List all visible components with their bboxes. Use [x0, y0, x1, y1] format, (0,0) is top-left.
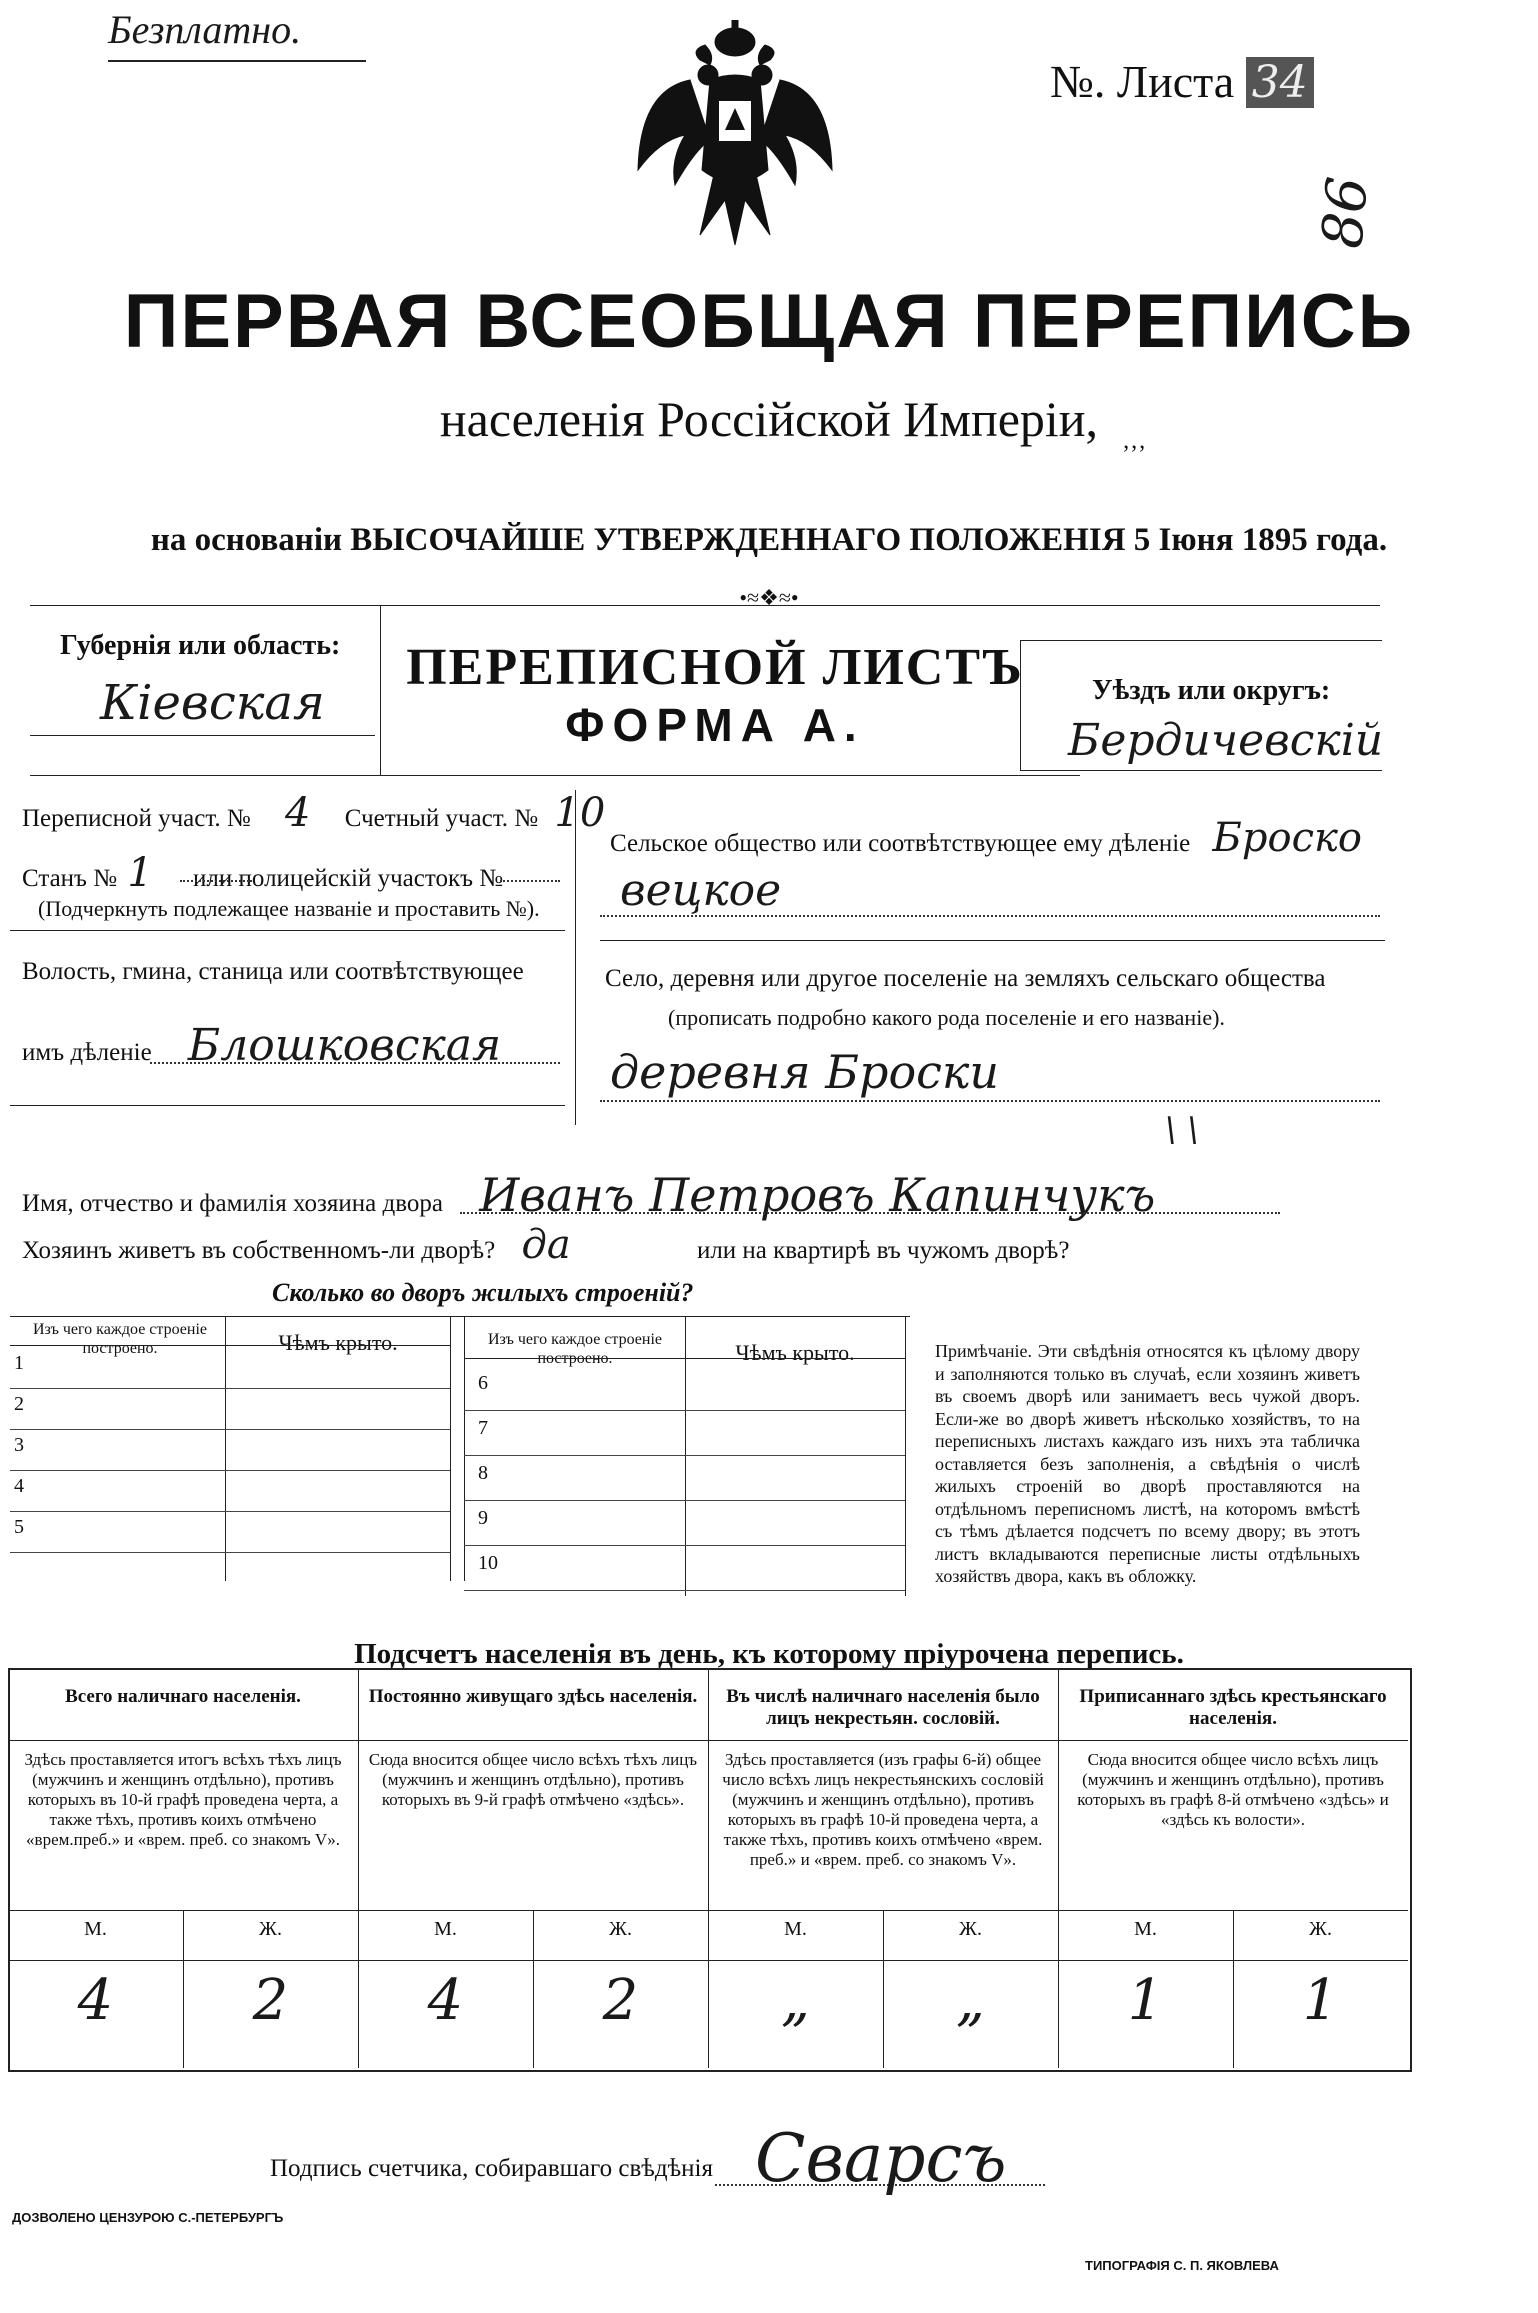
pop-header-rule	[358, 1740, 708, 1741]
pop-female-label: Ж.	[259, 1918, 282, 1940]
pop-col-header: Въ числѣ наличнаго населенія было лицъ некрестьян. сословій.	[726, 1686, 1040, 1729]
building-row-rule	[464, 1410, 905, 1411]
building-row-rule	[10, 1470, 450, 1471]
pop-male-value: 4	[427, 1968, 464, 2033]
pop-label-rule	[708, 1960, 1058, 1961]
right-mark: \ \	[1165, 1110, 1199, 1150]
buildings-top-rule	[10, 1316, 910, 1317]
legal-basis: на основаніи ВЫСОЧАЙШЕ УТВЕРЖДЕННАГО ПОЛОЖЕНІЯ 5 Іюня 1895 года.	[150, 522, 1388, 558]
building-row-rule	[464, 1590, 905, 1591]
page-title: ПЕРВАЯ ВСЕОБЩАЯ ПЕРЕПИСЬ	[123, 279, 1415, 364]
building-material-header-right: Изъ чего каждое строеніе построено.	[487, 1331, 662, 1367]
stan-field: Станъ № 1 или полицейскій участокъ №	[22, 850, 504, 896]
owner-name-field: Имя, отчество и фамилія хозяина двора Иванъ Петровъ Капинчукъ	[22, 1168, 1156, 1222]
pop-female-value: 1	[1302, 1968, 1339, 2033]
pop-female-value: 2	[602, 1968, 639, 2033]
region-top-rule	[30, 605, 1380, 606]
bt-right-left-edge	[464, 1316, 465, 1581]
scribble-mark: ‚‚‚	[1122, 428, 1146, 454]
building-row-number: 4	[14, 1475, 24, 1497]
district-value: Бердичевскій	[1068, 715, 1384, 766]
bt-left-header-rule	[10, 1345, 450, 1346]
pop-col-description: Здѣсь проставляется (изъ графы 6-й) общее число всѣхъ лицъ некрестьянскихъ сословій (мужчинъ и женщинъ отдѣльно), противъ которыхъ въ графѣ 10-й проведена черта, а также тѣхъ, противъ коихъ отмѣчено «врем. преб.» и «врем. преб. со знакомъ V».	[722, 1750, 1044, 1869]
pop-label-rule	[358, 1960, 708, 1961]
own-yard-field: Хозяинъ живетъ въ собственномъ-ли дворѣ? да или на квартирѣ въ чужомъ дворѣ?	[22, 1222, 1070, 1268]
society-line	[600, 915, 1380, 917]
society-field: Сельское общество или соотвѣтствующее ему дѣленіе Броско	[610, 815, 1362, 861]
pop-col-description: Здѣсь проставляется итогъ всѣхъ тѣхъ лицъ (мужчинъ и женщинъ отдѣльно), противъ которыхъ въ 10-й графѣ проведена черта, а также тѣхъ, противъ коихъ отмѣчено «врем.преб.» и «врем. преб. со знакомъ V».	[24, 1750, 342, 1849]
buildings-note: Примѣчаніе. Эти свѣдѣнія относятся къ цѣлому двору и заполняются только въ случаѣ, если хозяинъ живетъ въ своемъ дворѣ или занимаетъ весь чужой дворъ. Если-же во дворѣ живетъ нѣсколько хозяйствъ, то на переписныхъ листахъ каждаго изъ нихъ эта табличка оставляется безъ заполненія, а свѣдѣнія о числѣ жилыхъ строеній во дворѣ проставляются на отдѣльномъ переписномъ листѣ, на которомъ вмѣстѣ съ тѣмъ дѣлается подсчетъ по всему двору; въ этотъ листъ вкладываются переписные листы отдѣльныхъ хозяйствъ двора, какъ въ обложку.	[935, 1341, 1360, 1586]
region-bottom-rule-right	[1020, 770, 1382, 771]
pop-header-rule	[1058, 1740, 1408, 1741]
building-row-number: 2	[14, 1393, 24, 1415]
building-material-header-left: Изъ чего каждое строеніе построено.	[32, 1321, 207, 1357]
left-bottom-rule	[10, 1105, 565, 1106]
pop-header-rule	[708, 1740, 1058, 1741]
census-unit-field: Переписной участ. № 4 Счетный участ. № 10	[22, 790, 606, 836]
pop-label-rule	[8, 1960, 358, 1961]
building-roof-header-right: Чѣмъ крыто.	[735, 1340, 855, 1365]
building-row-number: 6	[478, 1372, 488, 1394]
center-divider	[575, 790, 576, 1125]
sheet-number-value: 34	[1246, 57, 1314, 108]
building-row-rule	[10, 1552, 450, 1553]
free-label: Безплатно.	[108, 7, 302, 52]
signature-value: Сварсъ	[755, 2120, 1007, 2197]
margin-note: 86	[1310, 174, 1382, 251]
police-line	[500, 880, 560, 882]
pop-male-value: „	[780, 1968, 810, 2033]
pop-male-label: М.	[84, 1918, 107, 1940]
pop-female-value: 2	[252, 1968, 289, 2033]
pop-male-label: М.	[1134, 1918, 1157, 1940]
village-value: деревня Броски	[610, 1045, 1000, 1099]
building-row-number: 1	[14, 1352, 24, 1374]
owner-name-line	[460, 1212, 1280, 1214]
village-note: (прописать подробно какого рода поселеніе и его названіе).	[668, 1005, 1225, 1030]
signature-field: Подпись счетчика, собиравшаго свѣдѣнія	[270, 2155, 713, 2182]
pop-male-value: 4	[77, 1968, 114, 2033]
village-line	[600, 1100, 1380, 1102]
imperial-eagle-emblem	[630, 20, 840, 250]
district-top-rule	[1020, 640, 1382, 641]
pop-col-header: Всего наличнаго населенія.	[65, 1686, 301, 1707]
bt-left-col-divider	[225, 1316, 226, 1581]
region-bottom-rule	[30, 775, 1080, 776]
building-row-rule	[10, 1511, 450, 1512]
pop-female-value: „	[955, 1968, 985, 2033]
right-mid-rule	[600, 940, 1385, 941]
building-row-number: 3	[14, 1434, 24, 1456]
stan-line	[180, 880, 252, 882]
pop-col-header: Приписаннаго здѣсь крестьянскаго населенія.	[1079, 1686, 1387, 1729]
building-row-rule	[464, 1500, 905, 1501]
bt-right-edge	[905, 1316, 906, 1596]
building-row-rule	[10, 1388, 450, 1389]
imprint-right: ТИПОГРАФІЯ С. П. ЯКОВЛЕВА	[1085, 2258, 1279, 2273]
society-value-cont: вецкое	[620, 865, 782, 916]
pop-female-label: Ж.	[959, 1918, 982, 1940]
volost-line	[150, 1062, 560, 1064]
bt-right-header-rule	[464, 1358, 905, 1359]
pop-male-value: 1	[1127, 1968, 1164, 2033]
free-label-underline	[108, 60, 366, 62]
ornament-divider: •≈❖≈•	[739, 585, 799, 610]
district-label: Уѣздъ или округъ:	[1092, 675, 1331, 706]
building-row-number: 5	[14, 1516, 24, 1538]
form-title: ПЕРЕПИСНОЙ ЛИСТЪ	[406, 639, 1024, 696]
province-line	[30, 735, 375, 736]
page-subtitle: населенія Россійской Имперіи,	[439, 391, 1099, 447]
pop-female-label: Ж.	[1309, 1918, 1332, 1940]
sheet-number-label: №. Листа	[1050, 56, 1235, 107]
building-row-number: 8	[478, 1462, 488, 1484]
pop-male-label: М.	[434, 1918, 457, 1940]
region-divider-left	[380, 605, 381, 775]
buildings-question: Сколько во дворъ жилыхъ строеній?	[272, 1278, 694, 1307]
bt-left-right-edge	[450, 1316, 451, 1581]
pop-label-rule	[1058, 1960, 1408, 1961]
province-value: Кіевская	[100, 675, 325, 731]
form-subtitle: ФОРМА А.	[565, 699, 865, 751]
province-label: Губернія или область:	[60, 630, 341, 661]
region-divider-right	[1020, 640, 1021, 770]
building-roof-header-left: Чѣмъ крыто.	[278, 1330, 398, 1355]
pop-female-label: Ж.	[609, 1918, 632, 1940]
pop-col-header: Постоянно живущаго здѣсь населенія.	[368, 1686, 698, 1707]
pop-header-rule	[8, 1740, 358, 1741]
left-mid-rule	[10, 930, 565, 931]
pop-male-label: М.	[784, 1918, 807, 1940]
population-title: Подсчетъ населенія въ день, къ которому пріурочена перепись.	[354, 1638, 1184, 1670]
police-note: (Подчеркнуть подлежащее названіе и проставить №).	[38, 896, 540, 921]
volost-field: имъ дѣленіе Блошковская	[22, 1020, 502, 1071]
building-row-rule	[464, 1455, 905, 1456]
sheet-number	[1050, 55, 1314, 108]
pop-col-description: Сюда вносится общее число всѣхъ тѣхъ лицъ (мужчинъ и женщинъ отдѣльно), противъ которыхъ въ 9-й графѣ отмѣчено «здѣсь».	[368, 1750, 698, 1809]
pop-col-description: Сюда вносится общее число всѣхъ лицъ (мужчинъ и женщинъ отдѣльно), противъ которыхъ въ графѣ 8-й отмѣчено «здѣсь» и «здѣсь къ волости».	[1077, 1750, 1389, 1829]
building-row-number: 10	[478, 1552, 498, 1574]
village-label: Село, деревня или другое поселеніе на земляхъ сельскаго общества	[605, 965, 1326, 992]
building-row-number: 7	[478, 1417, 488, 1439]
building-row-rule	[10, 1429, 450, 1430]
building-row-rule	[464, 1545, 905, 1546]
volost-label-1: Волость, гмина, станица или соотвѣтствующее	[22, 958, 524, 985]
building-row-number: 9	[478, 1507, 488, 1529]
imprint-left: ДОЗВОЛЕНО ЦЕНЗУРОЮ С.-ПЕТЕРБУРГЪ	[12, 2210, 284, 2225]
